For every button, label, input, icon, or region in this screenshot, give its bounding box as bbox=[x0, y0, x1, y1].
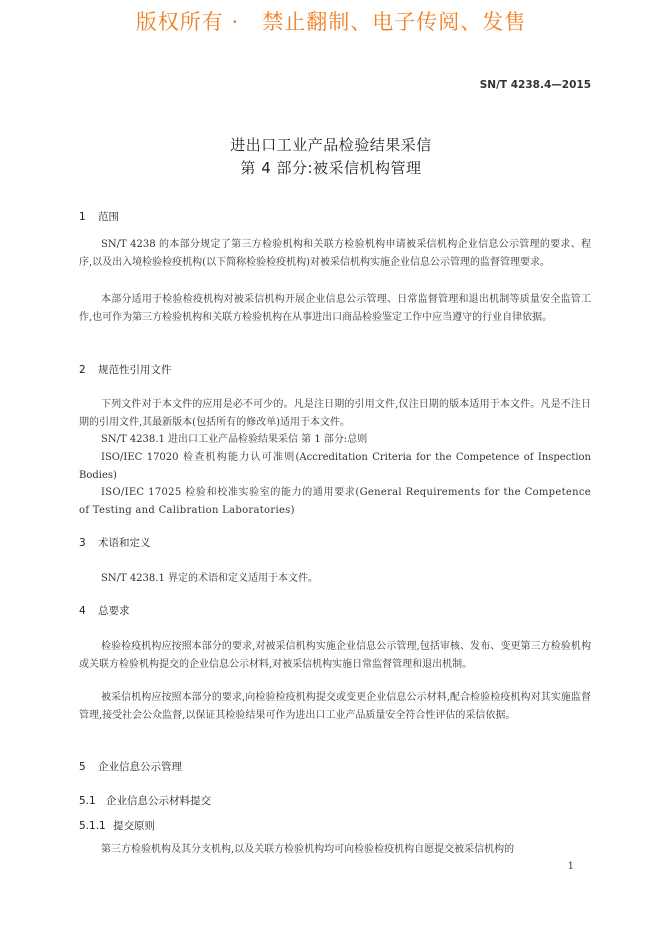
document-subtitle: 第 4 部分:被采信机构管理 bbox=[240, 159, 422, 177]
paragraph: 检验检疫机构应按照本部分的要求,对被采信机构实施企业信息公示管理,包括审核、发布、变更第三方检验机构或关联方检验机构提交的企业信息公示材料,对被采信机构实施日常监督管理和退出机制。 bbox=[79, 641, 591, 670]
section-number: 2 bbox=[79, 364, 86, 376]
section-title: 总要求 bbox=[98, 605, 130, 617]
section-number: 5 bbox=[79, 761, 86, 773]
section-number: 5.1.1 bbox=[79, 820, 106, 832]
section-heading-normative-references bbox=[79, 362, 172, 377]
paragraph: 第三方检验机构及其分支机构,以及关联方检验机构均可向检验检疫机构自愿提交被采信机构的 bbox=[101, 844, 515, 855]
paragraph: 下列文件对于本文件的应用是必不可少的。凡是注日期的引用文件,仅注日期的版本适用于本文件。凡是不注日期的引用文件,其最新版本(包括所有的修改单)适用于本文件。 bbox=[79, 399, 591, 428]
section-heading-scope bbox=[79, 209, 119, 224]
paragraph: SN/T 4238.1 界定的术语和定义适用于本文件。 bbox=[101, 573, 318, 584]
paragraph: 本部分适用于检验检疫机构对被采信机构开展企业信息公示管理、日常监督管理和退出机制等质量安全监管工作,也可作为第三方检验机构和关联方检验机构在从事进出口商品检验鉴定工作中应当遵守的行业自律依据。 bbox=[79, 294, 591, 323]
section-number: 5.1 bbox=[79, 795, 96, 807]
section-title: 术语和定义 bbox=[98, 537, 151, 549]
section-title: 规范性引用文件 bbox=[98, 364, 172, 376]
section-number: 1 bbox=[79, 211, 86, 223]
reference-item: SN/T 4238.1 进出口工业产品检验结果采信 第 1 部分:总则 bbox=[101, 434, 368, 445]
subsection-heading-material-submission bbox=[79, 793, 211, 808]
standard-code: SN/T 4238.4—2015 bbox=[479, 79, 591, 91]
subsection-heading-submission-principle bbox=[79, 818, 155, 833]
page-number: 1 bbox=[567, 861, 574, 872]
paragraph: 被采信机构应按照本部分的要求,向检验检疫机构提交或变更企业信息公示材料,配合检验检疫机构对其实施监督管理,接受社会公众监督,以保证其检验结果可作为进出口工业产品质量安全符合性评估的采信依据。 bbox=[79, 692, 591, 721]
section-number: 3 bbox=[79, 537, 86, 549]
copyright-watermark: 版权所有 · 禁止翻制、电子传阅、发售 bbox=[135, 10, 527, 34]
reference-item: ISO/IEC 17025 检验和校准实验室的能力的通用要求(General Requirements for the Competence of Testing and Calibration Laboratories) bbox=[79, 487, 591, 516]
section-heading-general-requirements bbox=[79, 603, 130, 618]
section-heading-terms bbox=[79, 535, 151, 550]
reference-item: ISO/IEC 17020 检查机构能力认可准则(Accreditation Criteria for the Competence of Inspection Bodies) bbox=[79, 452, 591, 481]
section-title: 提交原则 bbox=[113, 820, 155, 832]
section-title: 企业信息公示管理 bbox=[98, 761, 182, 773]
paragraph: SN/T 4238 的本部分规定了第三方检验机构和关联方检验机构申请被采信机构企业信息公示管理的要求、程序,以及出入境检验检疫机构(以下简称检验检疫机构)对被采信机构实施企业信息公示管理的监督管理要求。 bbox=[79, 239, 591, 268]
section-title: 企业信息公示材料提交 bbox=[106, 795, 211, 807]
section-title: 范围 bbox=[98, 211, 119, 223]
document-title: 进出口工业产品检验结果采信 bbox=[230, 136, 432, 154]
section-number: 4 bbox=[79, 605, 86, 617]
section-heading-info-disclosure bbox=[79, 759, 182, 774]
